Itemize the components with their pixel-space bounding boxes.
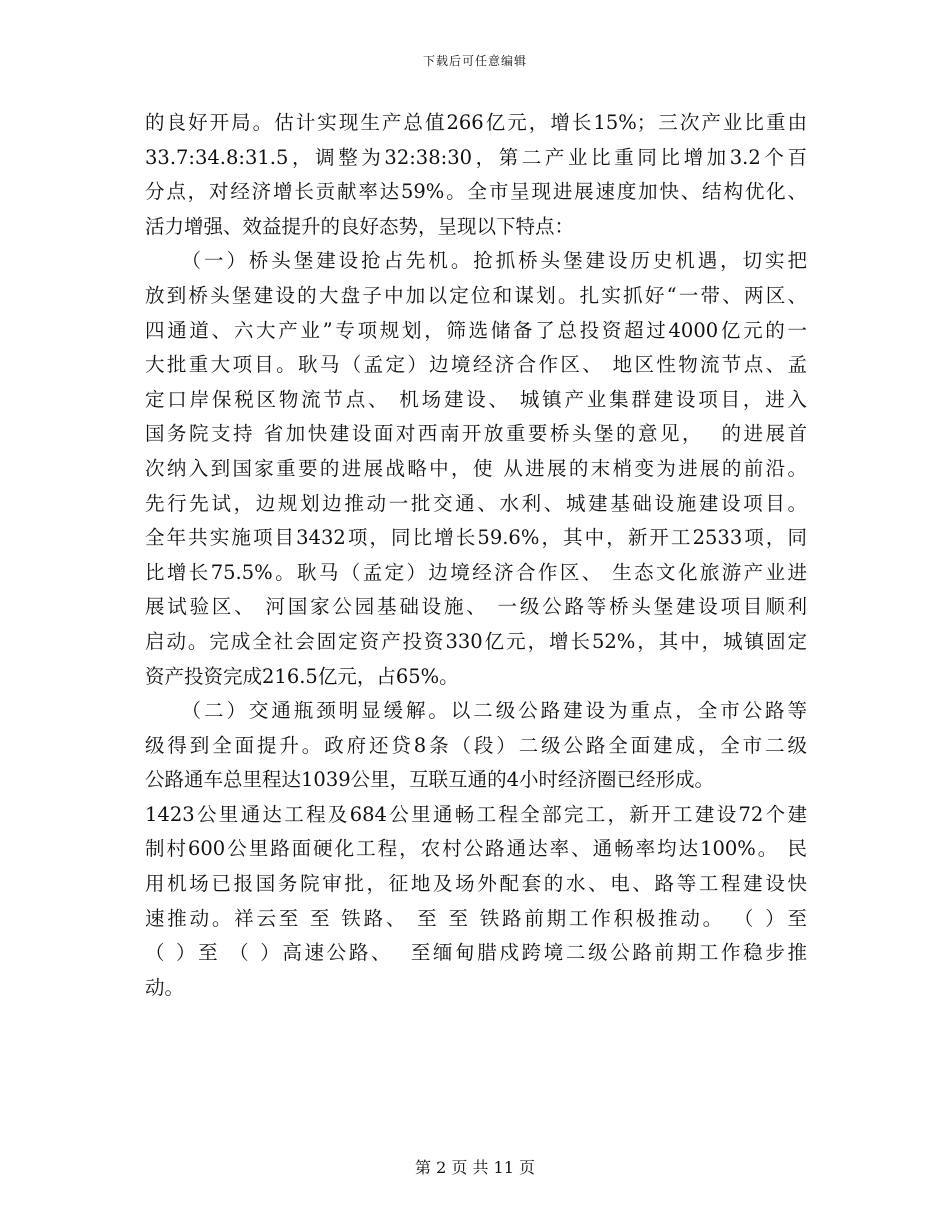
text-line: 速推动。祥云至 至 铁路、 至 至 铁路前期工作积极推动。 （ ）至 <box>145 906 807 930</box>
text-line: 比增长75.5%。耿马（孟定）边境经济合作区、 生态文化旅游产业进 <box>145 560 807 584</box>
text-line: （一）桥头堡建设抢占先机。抢抓桥头堡建设历史机遇，切实把 <box>145 249 807 273</box>
text-line: 1423公里通达工程及684公里通畅工程全部完工，新开工建设72个建 <box>145 802 807 826</box>
text-line: 国务院支持 省加快建设面对西南开放重要桥头堡的意见， 的进展首 <box>145 422 807 446</box>
text-line: 33.7:34.8:31.5，调整为32:38:30，第二产业比重同比增加3.2个百 <box>145 145 807 169</box>
text-line: 资产投资完成216.5亿元，占65%。 <box>145 664 459 688</box>
text-line: 的良好开局。估计实现生产总值266亿元，增长15%；三次产业比重由 <box>145 111 807 134</box>
text-line: 大批重大项目。耿马（孟定）边境经济合作区、 地区性物流节点、孟 <box>145 353 807 377</box>
page-number-footer: 第 2 页 共 11 页 <box>415 1158 535 1177</box>
document-body <box>145 106 807 1005</box>
text-line: 动。 <box>145 975 185 999</box>
text-line: （ ）至 （ ）高速公路、 至缅甸腊戍跨境二级公路前期工作稳步推 <box>145 941 807 965</box>
text-line: 定口岸保税区物流节点、 机场建设、 城镇产业集群建设项目，进入 <box>145 387 807 411</box>
text-line: 次纳入到国家重要的进展战略中，使 从进展的末梢变为进展的前沿。 <box>145 456 807 480</box>
text-line: 用机场已报国务院审批，征地及场外配套的水、电、路等工程建设快 <box>145 872 807 896</box>
text-line: 全年共实施项目3432项，同比增长59.6%，其中，新开工2533项，同 <box>145 526 807 550</box>
text-line: 启动。完成全社会固定资产投资330亿元，增长52%，其中，城镇固定 <box>145 629 807 653</box>
text-line: 公路通车总里程达1039公里，互联互通的4小时经济圈已经形成。 <box>145 768 715 792</box>
text-line: 级得到全面提升。政府还贷8条（段）二级公路全面建成，全市二级 <box>145 733 807 757</box>
text-line: 放到桥头堡建设的大盘子中加以定位和谋划。扎实抓好“一带、两区、 <box>145 283 807 307</box>
text-line: 分点，对经济增长贡献率达59%。全市呈现进展速度加快、结构优化、 <box>145 180 807 204</box>
text-line: 活力增强、效益提升的良好态势，呈现以下特点： <box>145 214 575 238</box>
text-line: 制村600公里路面硬化工程，农村公路通达率、通畅率均达100%。 民 <box>145 837 807 861</box>
text-line: 四通道、六大产业”专项规划，筛选储备了总投资超过4000亿元的一 <box>145 318 807 342</box>
text-line: （二）交通瓶颈明显缓解。以二级公路建设为重点，全市公路等 <box>145 699 807 723</box>
text-line: 先行先试，边规划边推动一批交通、水利、城建基础设施建设项目。 <box>145 491 807 515</box>
page-header: 下载后可任意编辑 <box>422 54 527 68</box>
text-line: 展试验区、 河国家公园基础设施、 一级公路等桥头堡建设项目顺利 <box>145 595 807 619</box>
